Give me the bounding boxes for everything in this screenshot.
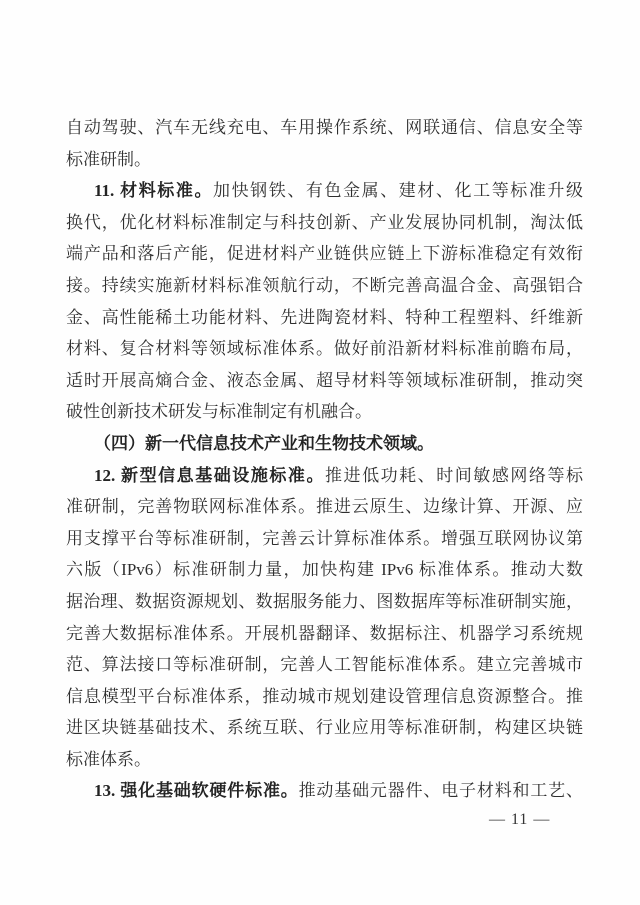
line-text: 接。持续实施新材料标准领航行动，不断完善高温合金、高强铝合 bbox=[66, 275, 583, 295]
text-line bbox=[66, 681, 583, 713]
paragraph-lead: 12. 新型信息基础设施标准。 bbox=[94, 465, 325, 485]
paragraph-lead: 11. 材料标准。 bbox=[94, 181, 214, 201]
text-line bbox=[66, 302, 583, 334]
text-line bbox=[66, 270, 583, 302]
paragraph-lead: 13. 强化基础软硬件标准。 bbox=[94, 781, 299, 801]
line-text: 自动驾驶、汽车无线充电、车用操作系统、网联通信、信息安全等 bbox=[66, 118, 583, 137]
text-line bbox=[66, 744, 583, 776]
text-line bbox=[66, 112, 583, 144]
text-line bbox=[66, 365, 583, 397]
line-text: 据治理、数据资源规划、数据服务能力、图数据库等标准研制实施， bbox=[66, 591, 583, 611]
text-line bbox=[66, 144, 583, 176]
line-text: 标准研制。 bbox=[66, 149, 151, 169]
section-heading: （四）新一代信息技术产业和生物技术领域。 bbox=[94, 433, 434, 453]
text-line bbox=[66, 618, 583, 650]
text-line bbox=[66, 523, 583, 555]
line-text: 金、高性能稀土功能材料、先进陶瓷材料、特种工程塑料、纤维新 bbox=[66, 307, 583, 327]
line-text: 破性创新技术研发与标准制定有机融合。 bbox=[66, 402, 372, 422]
line-text: 完善大数据标准体系。开展机器翻译、数据标注、机器学习系统规 bbox=[66, 623, 583, 643]
document-text-block bbox=[66, 112, 583, 807]
text-line bbox=[66, 491, 583, 523]
text-line bbox=[66, 238, 583, 270]
text-line bbox=[66, 586, 583, 618]
line-text: 推进低功耗、时间敏感网络等标 bbox=[324, 465, 583, 485]
page-number: — 11 — bbox=[489, 811, 551, 828]
text-line bbox=[66, 460, 583, 492]
line-text: 适时开展高熵合金、液态金属、超导材料等领域标准研制，推动突 bbox=[66, 370, 583, 390]
line-text: 准研制，完善物联网标准体系。推进云原生、边缘计算、开源、应 bbox=[66, 497, 583, 517]
line-text: 用支撑平台等标准研制，完善云计算标准体系。增强互联网协议第 bbox=[66, 528, 583, 548]
section-heading-line bbox=[66, 428, 583, 460]
line-text: 六版（IPv6）标准研制力量，加快构建 IPv6 标准体系。推动大数 bbox=[66, 560, 583, 580]
text-line bbox=[66, 333, 583, 365]
line-text: 端产品和落后产能，促进材料产业链供应链上下游标准稳定有效衔 bbox=[66, 244, 583, 264]
line-text: 材料、复合材料等领域标准体系。做好前沿新材料标准前瞻布局， bbox=[66, 339, 583, 359]
text-line bbox=[66, 712, 583, 744]
line-text: 进区块链基础技术、系统互联、行业应用等标准研制，构建区块链 bbox=[66, 718, 583, 738]
text-line bbox=[66, 649, 583, 681]
line-text: 推动基础元器件、电子材料和工艺、 bbox=[298, 781, 583, 801]
text-line bbox=[66, 554, 583, 586]
line-text: 加快钢铁、有色金属、建材、化工等标准升级 bbox=[213, 181, 583, 201]
line-text: 信息模型平台标准体系，推动城市规划建设管理信息资源整合。推 bbox=[66, 686, 583, 706]
text-line bbox=[66, 396, 583, 428]
line-text: 范、算法接口等标准研制，完善人工智能标准体系。建立完善城市 bbox=[66, 655, 583, 675]
line-text: 标准体系。 bbox=[66, 749, 151, 769]
text-line bbox=[66, 175, 583, 207]
text-line bbox=[66, 207, 583, 239]
text-line bbox=[66, 775, 583, 807]
line-text: 换代，优化材料标准制定与科技创新、产业发展协同机制，淘汰低 bbox=[66, 212, 583, 232]
